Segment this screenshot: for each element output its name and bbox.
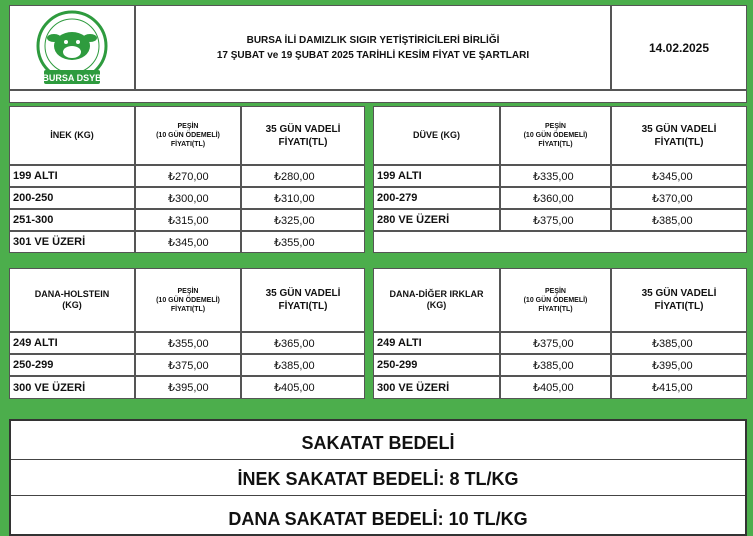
inek-row-term: ₺280,00 bbox=[241, 165, 365, 187]
duve-row-label: 280 VE ÜZERİ bbox=[373, 209, 500, 231]
dana-diger-title: DANA-DİĞER IRKLAR (KG) bbox=[373, 268, 500, 332]
footer-divider bbox=[11, 459, 745, 460]
inek-row-term: ₺355,00 bbox=[241, 231, 365, 253]
offal-fee-panel bbox=[9, 419, 747, 536]
dana-diger-row-term: ₺415,00 bbox=[611, 376, 747, 399]
logo-text: BURSA DSYB bbox=[42, 72, 102, 83]
duve-row-term: ₺345,00 bbox=[611, 165, 747, 187]
inek-row-label: 251-300 bbox=[9, 209, 135, 231]
dana-holstein-cash-header: PEŞİN (10 GÜN ÖDEMELİ) FİYATI(TL) bbox=[135, 268, 241, 332]
duve-row-term: ₺385,00 bbox=[611, 209, 747, 231]
inek-term-header: 35 GÜN VADELİ FİYATI(TL) bbox=[241, 106, 365, 165]
duve-row-cash: ₺335,00 bbox=[500, 165, 611, 187]
separator-strip bbox=[9, 90, 747, 103]
dana-holstein-row-term: ₺385,00 bbox=[241, 354, 365, 376]
dana-diger-term-header: 35 GÜN VADELİ FİYATI(TL) bbox=[611, 268, 747, 332]
org-name: BURSA İLİ DAMIZLIK SIGIR YETİŞTİRİCİLERİ BİRLİĞİ bbox=[246, 34, 500, 46]
inek-row-term: ₺310,00 bbox=[241, 187, 365, 209]
duve-row-term: ₺370,00 bbox=[611, 187, 747, 209]
duve-cash-header: PEŞİN (10 GÜN ÖDEMELİ) FİYATI(TL) bbox=[500, 106, 611, 165]
duve-empty-row bbox=[373, 231, 747, 253]
cow-offal-fee: İNEK SAKATAT BEDELİ: 8 TL/KG bbox=[237, 469, 519, 489]
inek-title: İNEK (KG) bbox=[9, 106, 135, 165]
dana-holstein-term-header: 35 GÜN VADELİ FİYATI(TL) bbox=[241, 268, 365, 332]
inek-row-label: 301 VE ÜZERİ bbox=[9, 231, 135, 253]
dana-holstein-row-cash: ₺395,00 bbox=[135, 376, 241, 399]
dana-diger-row-label: 250-299 bbox=[373, 354, 500, 376]
dana-diger-row-term: ₺395,00 bbox=[611, 354, 747, 376]
dana-diger-row-term: ₺385,00 bbox=[611, 332, 747, 354]
inek-row-cash: ₺300,00 bbox=[135, 187, 241, 209]
inek-row-term: ₺325,00 bbox=[241, 209, 365, 231]
date-box: 14.02.2025 bbox=[611, 5, 747, 90]
dana-diger-cash-header: PEŞİN (10 GÜN ÖDEMELİ) FİYATI(TL) bbox=[500, 268, 611, 332]
page-subtitle: 17 ŞUBAT ve 19 ŞUBAT 2025 TARİHLİ KESİM FİYAT VE ŞARTLARI bbox=[216, 49, 530, 61]
dana-diger-row-cash: ₺405,00 bbox=[500, 376, 611, 399]
footer-divider bbox=[11, 495, 745, 496]
dana-diger-row-label: 249 ALTI bbox=[373, 332, 500, 354]
dana-diger-row-label: 300 VE ÜZERİ bbox=[373, 376, 500, 399]
inek-row-label: 199 ALTI bbox=[9, 165, 135, 187]
dana-diger-row-cash: ₺385,00 bbox=[500, 354, 611, 376]
dana-holstein-row-term: ₺405,00 bbox=[241, 376, 365, 399]
header-title-box bbox=[135, 5, 611, 90]
dana-holstein-row-label: 250-299 bbox=[9, 354, 135, 376]
dana-holstein-row-label: 249 ALTI bbox=[9, 332, 135, 354]
duve-term-header: 35 GÜN VADELİ FİYATI(TL) bbox=[611, 106, 747, 165]
duve-row-cash: ₺360,00 bbox=[500, 187, 611, 209]
dana-holstein-row-cash: ₺355,00 bbox=[135, 332, 241, 354]
logo-box bbox=[9, 5, 135, 90]
inek-row-cash: ₺345,00 bbox=[135, 231, 241, 253]
inek-row-cash: ₺270,00 bbox=[135, 165, 241, 187]
offal-fee-title: SAKATAT BEDELİ bbox=[301, 433, 455, 453]
dana-holstein-row-cash: ₺375,00 bbox=[135, 354, 241, 376]
dana-holstein-title: DANA-HOLSTEIN (KG) bbox=[9, 268, 135, 332]
duve-row-cash: ₺375,00 bbox=[500, 209, 611, 231]
duve-row-label: 200-279 bbox=[373, 187, 500, 209]
dana-holstein-row-term: ₺365,00 bbox=[241, 332, 365, 354]
dana-diger-row-cash: ₺375,00 bbox=[500, 332, 611, 354]
duve-title: DÜVE (KG) bbox=[373, 106, 500, 165]
bull-logo-icon bbox=[32, 8, 112, 88]
calf-offal-fee: DANA SAKATAT BEDELİ: 10 TL/KG bbox=[228, 509, 528, 529]
inek-cash-header: PEŞİN (10 GÜN ÖDEMELİ) FİYATI(TL) bbox=[135, 106, 241, 165]
duve-row-label: 199 ALTI bbox=[373, 165, 500, 187]
inek-row-label: 200-250 bbox=[9, 187, 135, 209]
dana-holstein-row-label: 300 VE ÜZERİ bbox=[9, 376, 135, 399]
inek-row-cash: ₺315,00 bbox=[135, 209, 241, 231]
